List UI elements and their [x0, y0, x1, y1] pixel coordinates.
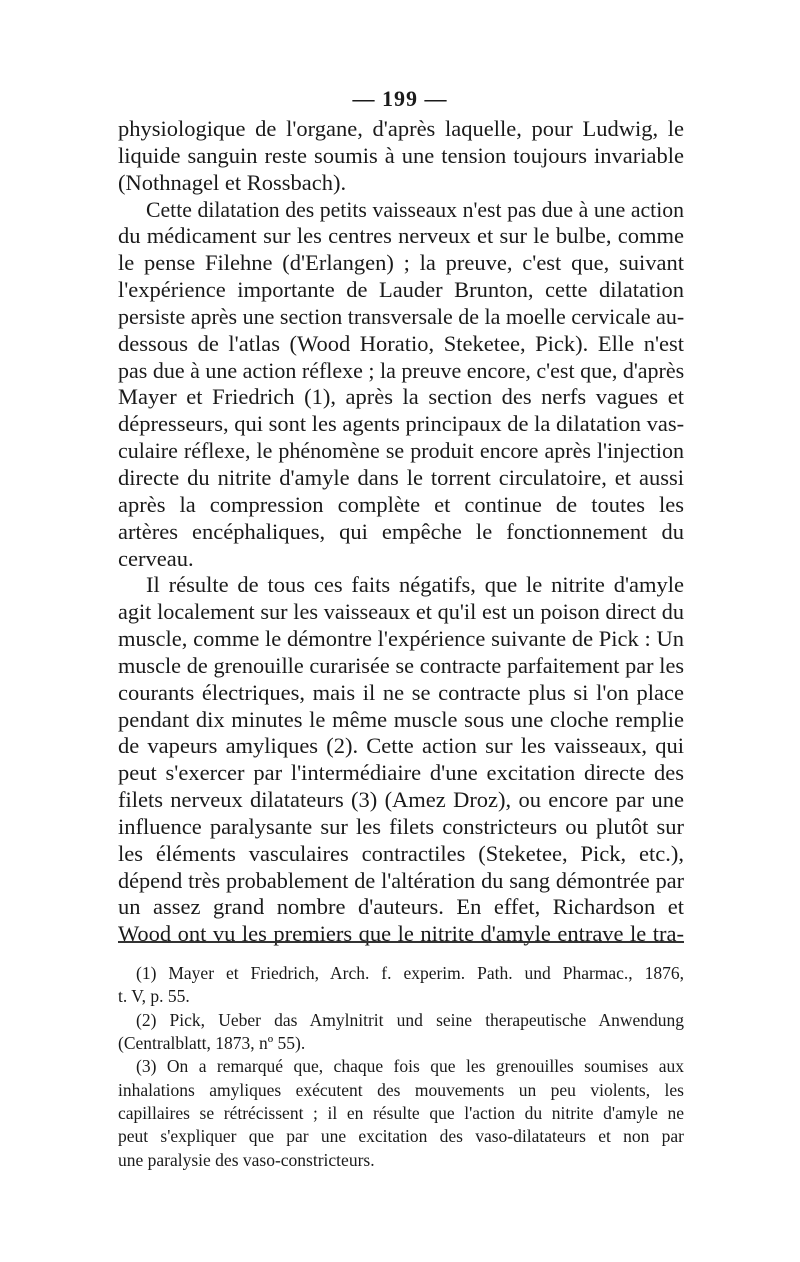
- text-line: le pense Filehne (d'Erlangen) ; la preuve, c'est que, suivant: [118, 250, 684, 276]
- footnotes: [118, 962, 684, 1172]
- text-line: pendant dix minutes le même muscle sous une cloche remplie: [118, 706, 684, 732]
- footnote-line: (Centralblatt, 1873, nº 55).: [118, 1033, 306, 1054]
- footnote-line: peut s'expliquer que par une excitation des vaso-dilatateurs et non par: [118, 1126, 684, 1147]
- text-line: dessous de l'atlas (Wood Horatio, Steketee, Pick). Elle n'est: [118, 330, 684, 356]
- text-line: courants électriques, mais il ne se contracte plus si l'on place: [118, 679, 684, 705]
- text-line: dépend très probablement de l'altération du sang démontrée par: [118, 867, 684, 893]
- text-line: dépresseurs, qui sont les agents principaux de la dilatation vas-: [118, 411, 685, 437]
- text-line: muscle de grenouille curarisée se contracte parfaitement par les: [118, 652, 684, 678]
- footnote-line: (1) Mayer et Friedrich, Arch. f. experim. Path. und Pharmac., 1876,: [136, 963, 684, 983]
- text-line: muscle, comme le démontre l'expérience suivante de Pick : Un: [118, 626, 684, 652]
- text-line: Wood ont vu les premiers que le nitrite d'amyle entrave le tra-: [118, 921, 684, 947]
- text-line: filets nerveux dilatateurs (3) (Amez Droz), ou encore par une: [118, 787, 684, 813]
- text-line: cerveau.: [118, 545, 194, 571]
- text-line: liquide sanguin reste soumis à une tension toujours invariable: [118, 142, 684, 168]
- footnote-line: (3) On a remarqué que, chaque fois que les grenouilles soumises aux: [136, 1056, 684, 1077]
- text-line: artères encéphaliques, qui empêche le fonctionnement du: [118, 518, 684, 544]
- page-number: — 199 —: [352, 86, 448, 111]
- text-line: directe du nitrite d'amyle dans le torrent circulatoire, et aussi: [118, 464, 684, 490]
- main-text: [118, 116, 684, 948]
- text-line: Cette dilatation des petits vaisseaux n'est pas due à une action: [146, 197, 684, 222]
- text-line: pas due à une action réflexe ; la preuve encore, c'est que, d'après: [118, 357, 685, 383]
- text-line: après la compression complète et continue de toutes les: [118, 491, 684, 517]
- text-line: Il résulte de tous ces faits négatifs, que le nitrite d'amyle: [146, 572, 684, 598]
- text-line: l'expérience importante de Lauder Brunton, cette dilatation: [118, 277, 684, 303]
- text-line: agit localement sur les vaisseaux et qu'il est un poison direct du: [118, 599, 684, 625]
- text-line: peut s'exercer par l'intermédiaire d'une excitation directe des: [118, 760, 684, 786]
- text-line: les éléments vasculaires contractiles (Steketee, Pick, etc.),: [118, 840, 684, 866]
- footnote-divider: [118, 941, 684, 943]
- text-line: physiologique de l'organe, d'après laquelle, pour Ludwig, le: [118, 116, 684, 141]
- footnote-line: (2) Pick, Ueber das Amylnitrit und seine therapeutische Anwendung: [136, 1009, 684, 1030]
- footnote-line: t. V, p. 55.: [118, 986, 190, 1007]
- text-line: de vapeurs amyliques (2). Cette action sur les vaisseaux, qui: [118, 733, 684, 759]
- text-line: persiste après une section transversale de la moelle cervicale au-: [118, 303, 685, 329]
- text-line: du médicament sur les centres nerveux et sur le bulbe, comme: [118, 223, 684, 249]
- text-line: culaire réflexe, le phénomène se produit encore après l'injection: [118, 438, 684, 464]
- text-line: Mayer et Friedrich (1), après la section des nerfs vagues et: [118, 384, 684, 410]
- text-line: un assez grand nombre d'auteurs. En effet, Richardson et: [118, 894, 684, 920]
- footnote-line: capillaires se rétrécissent ; il en résulte que l'action du nitrite d'amyle ne: [118, 1103, 684, 1124]
- text-line: influence paralysante sur les filets constricteurs ou plutôt sur: [118, 813, 684, 839]
- text-line: (Nothnagel et Rossbach).: [118, 169, 347, 195]
- footnote-line: inhalations amyliques exécutent des mouvements un peu violents, les: [118, 1079, 684, 1100]
- footnote-line: une paralysie des vaso-constricteurs.: [118, 1149, 375, 1170]
